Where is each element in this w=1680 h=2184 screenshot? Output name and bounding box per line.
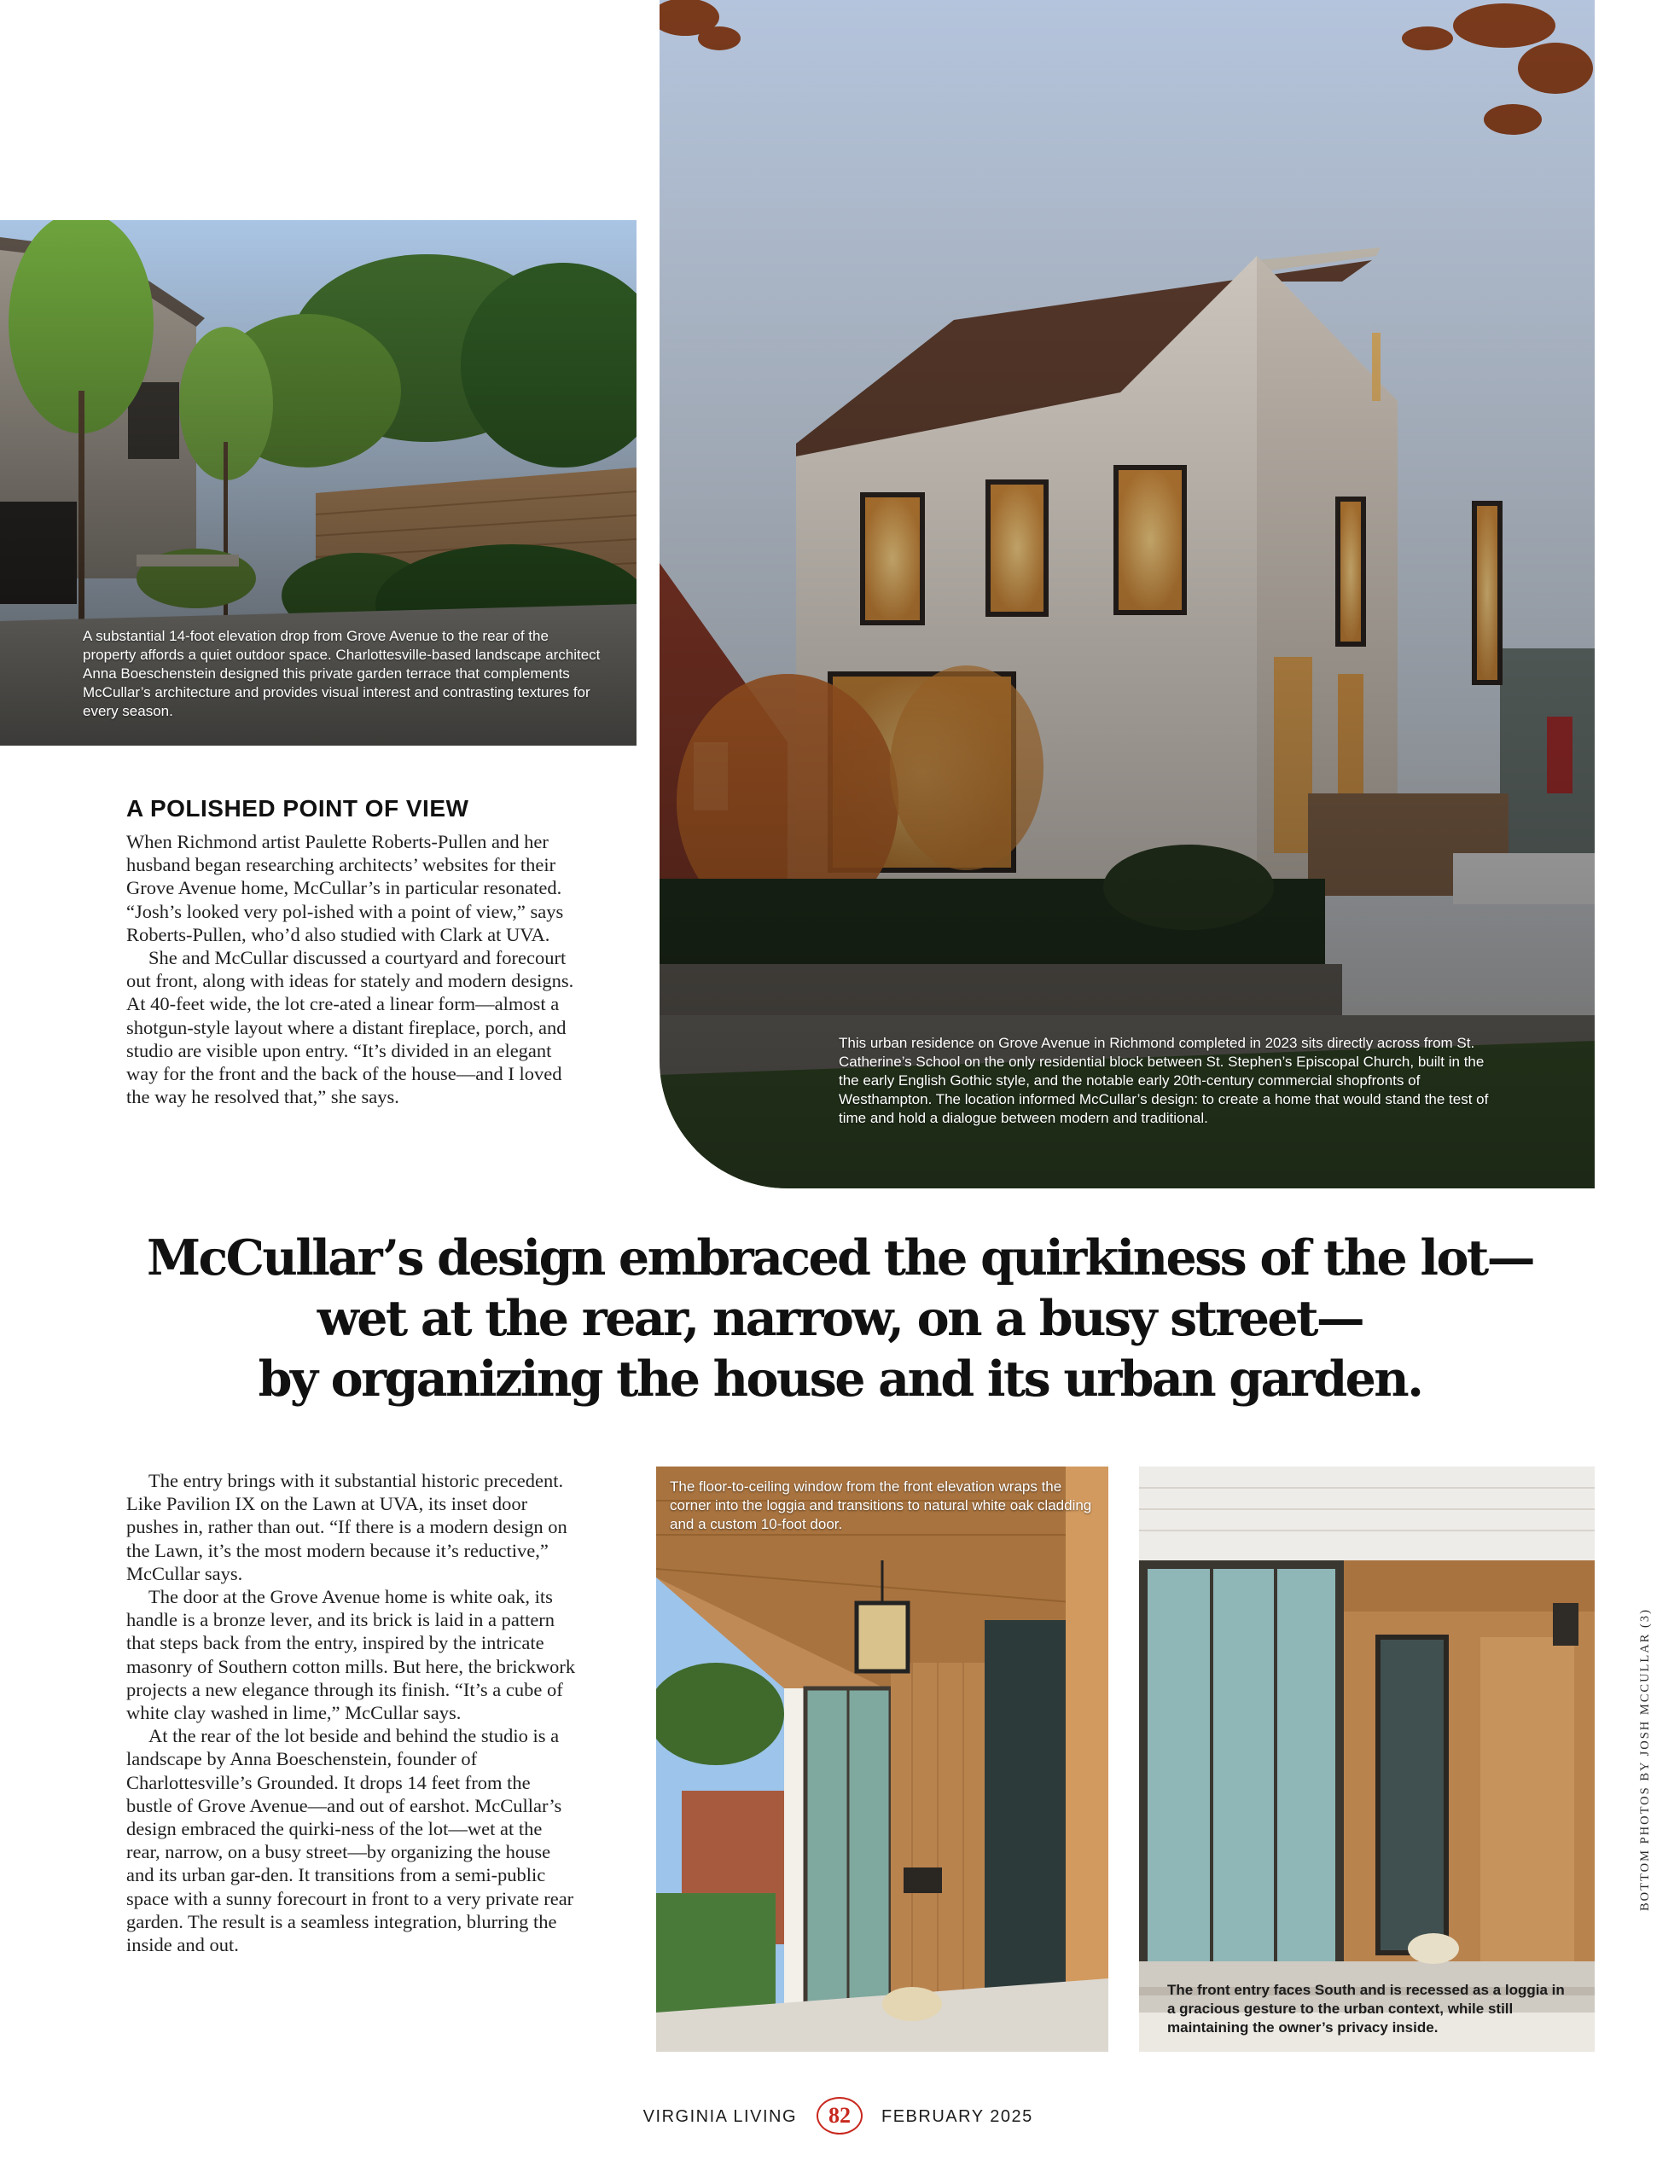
section-heading: A POLISHED POINT OF VIEW [126,795,469,822]
loggia-illustration [656,1467,1108,2052]
folio-publication: VIRGINIA LIVING [642,2107,797,2126]
page-number: 82 [817,2097,863,2135]
section-text [126,830,578,1108]
body-text [126,1469,578,1956]
pull-quote-line-3: by organizing the house and its urban garden. [258,1350,1422,1408]
pull-quote-line-2: wet at the rear, narrow, on a busy street— [317,1290,1363,1347]
pull-quote-line-1: McCullar’s design embraced the quirkiness of the lot— [146,1229,1534,1287]
photo-credit: BOTTOM PHOTOS BY JOSH MCCULLAR (3) [1638,1608,1652,1911]
entry-photo [1139,1467,1595,2052]
entry-caption: The front entry faces South and is recessed as a loggia in a gracious gesture to the urban context, while still maintaining the owner’s privacy inside. [1167,1982,1565,2036]
folio [0,2097,1680,2138]
section-paragraph-1: When Richmond artist Paulette Roberts-Pullen and her husband began researching architects’ websites for their Grove Avenue home, McCullar’s in particular resonated. “Josh’s looked very pol-ished with a point of view,” says Roberts-Pullen, who’d also studied with Clark at UVA. [126,831,564,945]
loggia-photo [656,1467,1108,2052]
pull-quote [128,1228,1552,1409]
body-paragraph-3: At the rear of the lot beside and behind the studio is a landscape by Anna Boeschenstein, founder of Charlottesville’s Grounded. It drops 14 feet from the bustle of Grove Avenue—and out of earshot. McCullar’s design embraced the quirki-ness of the lot—wet at the rear, narrow, on a busy street—by organizing the house and its urban gar-den. It transitions from a semi-public space with a sunny forecourt in front to a very private rear garden. The result is a seamless integration, blurring the inside and out. [126,1725,574,1956]
body-paragraph-1: The entry brings with it substantial historic precedent. Like Pavilion IX on the Lawn at UVA, its inset door pushes in, rather than out. “If there is a modern design on the Lawn, it’s the most modern because it’s reductive,” McCullar says. [126,1470,567,1584]
house-caption: This urban residence on Grove Avenue in Richmond completed in 2023 sits directly across from St. Catherine’s School on the only residential block between St. Stephen’s Episcopal Church, built in the the early English Gothic style, and the notable early 20th-century commercial shopfronts of Westhampton. The location informed McCullar’s design: to create a home that would stand the test of time and hold a dialogue between modern and traditional. [839,1035,1489,1126]
body-paragraph-2: The door at the Grove Avenue home is white oak, its handle is a bronze lever, and its brick is laid in a pattern that steps back from the entry, inspired by the intricate masonry of Southern cotton mills. But here, the brickwork projects a new elegance through its finish. “It’s a cube of white clay washed in lime,” McCullar says. [126,1586,576,1724]
house-illustration [660,0,1595,1188]
section-paragraph-2: She and McCullar discussed a courtyard and forecourt out front, along with ideas for stately and modern designs. At 40-feet wide, the lot cre-ated a linear form—almost a shotgun-style layout where a distant fireplace, porch, and studio are visible upon entry. “It’s divided in an elegant way for the front and the back of the house—and I loved the way he resolved that,” she says. [126,947,574,1108]
garden-caption: A substantial 14-foot elevation drop from Grove Avenue to the rear of the property affords a quiet outdoor space. Charlottesville-based landscape architect Anna Boeschenstein designed this private garden terrace that complements McCullar’s architecture and provides visual interest and contrasting textures for every season. [83,628,601,719]
house-photo [660,0,1595,1188]
loggia-caption: The floor-to-ceiling window from the front elevation wraps the corner into the loggia and transitions to natural white oak cladding and a custom 10-foot door. [670,1478,1092,1532]
folio-date: FEBRUARY 2025 [881,2107,1033,2126]
entry-illustration [1139,1467,1595,2052]
